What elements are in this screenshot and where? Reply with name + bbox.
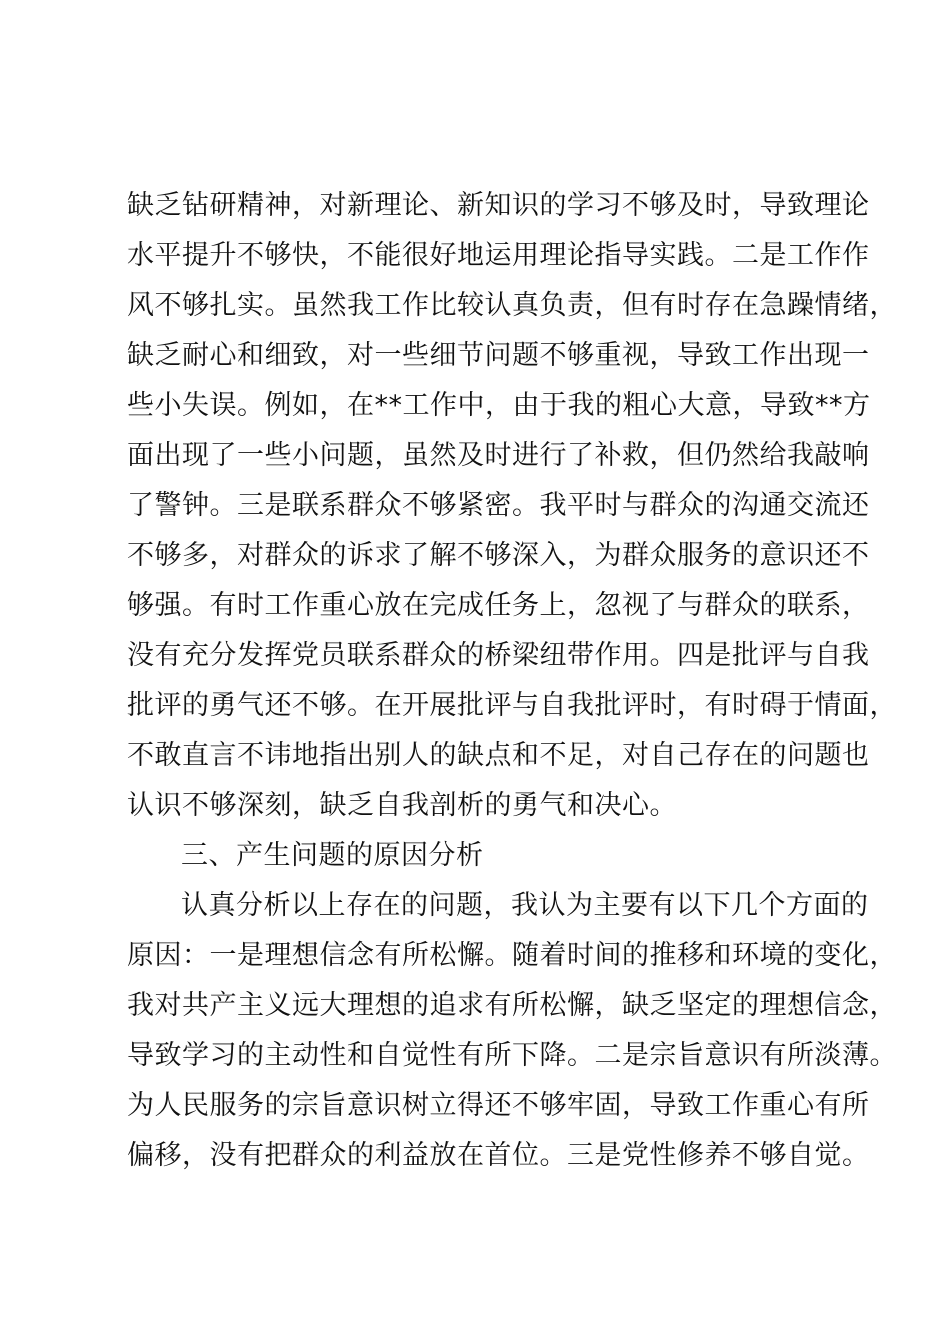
text-line: 偏移，没有把群众的利益放在首位。三是党性修养不够自觉。 <box>127 1140 870 1171</box>
text-line: 为人民服务的宗旨意识树立得还不够牢固，导致工作重心有所 <box>127 1090 870 1121</box>
section-heading: 三、产生问题的原因分析 <box>181 840 484 871</box>
text-line: 导致学习的主动性和自觉性有所下降。二是宗旨意识有所淡薄。 <box>127 1040 897 1071</box>
text-line: 不够多，对群众的诉求了解不够深入，为群众服务的意识还不 <box>127 540 870 571</box>
text-line: 不敢直言不讳地指出别人的缺点和不足，对自己存在的问题也 <box>127 740 870 771</box>
text-line: 缺乏耐心和细致，对一些细节问题不够重视，导致工作出现一 <box>127 340 870 371</box>
text-line: 风不够扎实。虽然我工作比较认真负责，但有时存在急躁情绪， <box>127 290 897 321</box>
body-text <box>127 181 897 1181</box>
text-line: 我对共产主义远大理想的追求有所松懈，缺乏坚定的理想信念， <box>127 990 897 1021</box>
text-line: 水平提升不够快，不能很好地运用理论指导实践。二是工作作 <box>127 240 870 271</box>
text-line: 了警钟。三是联系群众不够紧密。我平时与群众的沟通交流还 <box>127 490 870 521</box>
text-line: 够强。有时工作重心放在完成任务上，忽视了与群众的联系， <box>127 590 870 621</box>
text-line: 没有充分发挥党员联系群众的桥梁纽带作用。四是批评与自我 <box>127 640 870 671</box>
text-line: 批评的勇气还不够。在开展批评与自我批评时，有时碍于情面， <box>127 690 897 721</box>
text-line: 原因：一是理想信念有所松懈。随着时间的推移和环境的变化， <box>127 940 897 971</box>
text-line: 认真分析以上存在的问题，我认为主要有以下几个方面的 <box>181 890 869 921</box>
text-line: 些小失误。例如，在**工作中，由于我的粗心大意，导致**方 <box>127 390 871 421</box>
text-line: 认识不够深刻，缺乏自我剖析的勇气和决心。 <box>127 790 677 821</box>
text-line: 面出现了一些小问题，虽然及时进行了补救，但仍然给我敲响 <box>127 440 870 471</box>
text-line: 缺乏钻研精神，对新理论、新知识的学习不够及时，导致理论 <box>127 190 870 221</box>
